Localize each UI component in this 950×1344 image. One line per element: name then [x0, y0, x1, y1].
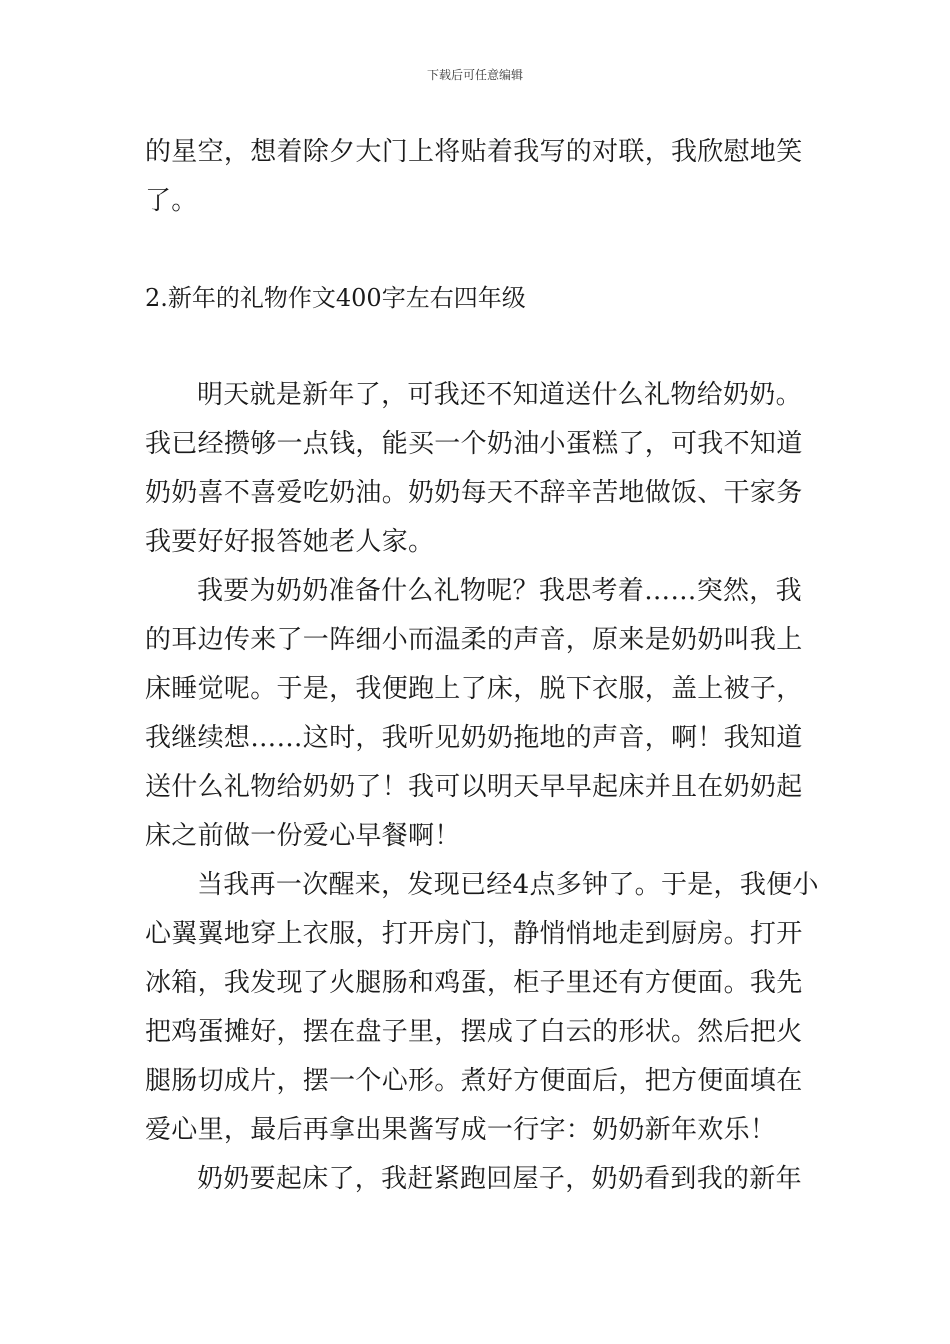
paragraph-3	[145, 861, 819, 1155]
paragraph-line: 送什么礼物给奶奶了！我可以明天早早起床并且在奶奶起	[145, 772, 803, 802]
intro-line: 的星空，想着除夕大门上将贴着我写的对联，我欣慰地笑	[145, 137, 803, 167]
paragraph-line: 明天就是新年了，可我还不知道送什么礼物给奶奶。	[197, 380, 802, 410]
intro-line: 了。	[145, 186, 198, 216]
paragraph-line: 爱心里，最后再拿出果酱写成一行字：奶奶新年欢乐！	[145, 1115, 777, 1145]
paragraph-line: 当我再一次醒来，发现已经4点多钟了。于是，我便小	[197, 870, 819, 900]
section-title: 2.新年的礼物作文400字左右四年级	[145, 284, 526, 312]
paragraph-line: 我继续想……这时，我听见奶奶拖地的声音，啊！我知道	[145, 723, 803, 753]
paragraph-line: 腿肠切成片，摆一个心形。煮好方便面后，把方便面填在	[145, 1066, 803, 1096]
paragraph-line: 心翼翼地穿上衣服，打开房门，静悄悄地走到厨房。打开	[145, 919, 803, 949]
paragraph-1	[145, 371, 810, 567]
paragraph-line: 我要为奶奶准备什么礼物呢？我思考着……突然，我	[197, 576, 802, 606]
paragraph-line: 我已经攒够一点钱，能买一个奶油小蛋糕了，可我不知道	[145, 429, 803, 459]
document-body	[145, 128, 819, 1204]
paragraph-line: 床睡觉呢。于是，我便跑上了床，脱下衣服，盖上被子，	[145, 674, 803, 704]
page-header: 下载后可任意编辑	[426, 68, 523, 82]
paragraph-line: 奶奶喜不喜爱吃奶油。奶奶每天不辞辛苦地做饭、干家务	[145, 478, 803, 508]
paragraph-line: 奶奶要起床了，我赶紧跑回屋子，奶奶看到我的新年	[197, 1164, 802, 1194]
paragraph-4	[145, 1155, 810, 1204]
paragraph-line: 床之前做一份爱心早餐啊！	[145, 821, 461, 851]
paragraph-line: 冰箱，我发现了火腿肠和鸡蛋，柜子里还有方便面。我先	[145, 968, 803, 998]
paragraph-line: 的耳边传来了一阵细小而温柔的声音，原来是奶奶叫我上	[145, 625, 803, 655]
paragraph-line: 把鸡蛋摊好，摆在盘子里，摆成了白云的形状。然后把火	[145, 1017, 803, 1047]
paragraph-2	[145, 567, 810, 861]
paragraph-line: 我要好好报答她老人家。	[145, 527, 435, 557]
